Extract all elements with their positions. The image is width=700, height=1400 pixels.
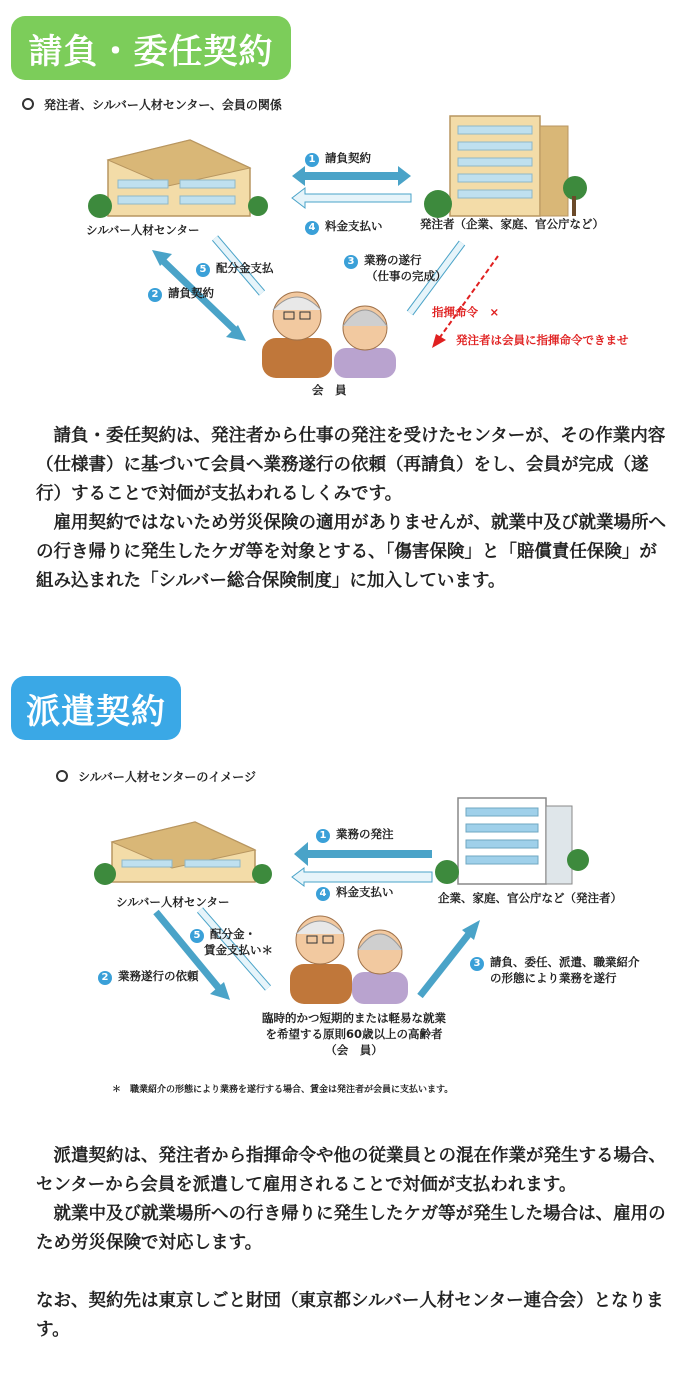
paragraph: 就業中及び就業場所への行き帰りに発生したケガ等が発生した場合は、雇用のため労災保険で対応します。 <box>36 1204 666 1253</box>
step1-label: 1 請負契約 <box>305 150 371 167</box>
section-heading-contract <box>11 16 291 80</box>
order-arrow-1 <box>294 842 432 866</box>
step3-label: 3 業務の遂行 <box>344 252 422 269</box>
step2-label: 2 業務遂行の依頼 <box>98 968 199 985</box>
step4-label: 4 料金支払い <box>316 884 394 901</box>
diagram-graphics <box>0 88 700 408</box>
paragraph: なお、契約先は東京しごと財団（東京都シルバー人材センター連合会）となります。 <box>36 1291 664 1340</box>
dispatch-diagram <box>0 760 700 1120</box>
footnote: ＊ 職業紹介の形態により業務を遂行する場合、賃金は発注者が会員に支払います。 <box>112 1085 454 1095</box>
paragraph: 派遣契約は、発注者から指揮命令や他の従業員との混在作業が発生する場合、センターから会員を派遣して雇用されることで対価が支払われます。 <box>36 1146 666 1195</box>
members-illustration <box>262 292 396 378</box>
paragraph: 雇用契約ではないため労災保険の適用がありませんが、就業中及び就業場所への行き帰りに発生したケガ等を対象とする、「傷害保険」と「賠償責任保険」が組み込まれた「シルバー総合保険制度」に加入しています。 <box>36 513 666 591</box>
diagram-graphics <box>0 760 700 1120</box>
step5-label: 5 配分金・ <box>190 926 256 943</box>
section-heading-text: 派遣契約 <box>26 691 166 732</box>
center-building-icon <box>88 140 268 218</box>
member-label: 会 員 <box>312 383 347 397</box>
contract-description <box>36 422 668 596</box>
contract-diagram <box>0 88 700 408</box>
no-command-note: 発注者は会員に指揮命令できませ <box>456 333 629 347</box>
payment-arrow-4 <box>292 188 411 208</box>
contract-arrow-1 <box>292 166 411 186</box>
section-heading-dispatch <box>11 676 181 740</box>
step3-sub-label: の形態により業務を遂行 <box>490 971 617 985</box>
center-building-icon <box>94 822 272 885</box>
step3-sub-label: （仕事の完成） <box>366 269 447 283</box>
step4-label: 4 料金支払い <box>305 218 383 235</box>
step5-label: 5 配分金支払 <box>196 260 274 277</box>
member-description: 臨時的かつ短期的または軽易な就業 を希望する原則60歳以上の高齢者 （会 員） <box>262 1011 446 1057</box>
client-building-icon <box>435 798 589 884</box>
step5-sub-label: 賃金支払い＊ <box>204 943 273 957</box>
client-building-icon <box>424 116 587 218</box>
step3-label: 3 請負、委任、派遣、職業紹介 <box>470 954 640 971</box>
paragraph: 請負・委任契約は、発注者から仕事の発注を受けたセンターが、その作業内容（仕様書）に基づいて会員へ業務遂行の依頼（再請負）をし、会員が完成（遂行）することで対価が支払われるしくみです。 <box>36 426 666 504</box>
diagram-caption: 発注者、シルバー人材センター、会員の関係 <box>22 96 282 113</box>
center-label: シルバー人材センター <box>86 223 200 237</box>
client-label: 企業、家庭、官公庁など（発注者） <box>438 891 622 905</box>
client-label: 発注者（企業、家庭、官公庁など） <box>420 217 604 231</box>
dispatch-description <box>36 1142 668 1345</box>
members-illustration <box>290 916 408 1004</box>
center-label: シルバー人材センター <box>116 895 230 909</box>
diagram-caption: シルバー人材センターのイメージ <box>56 768 256 785</box>
step2-label: 2 請負契約 <box>148 285 214 302</box>
no-command-label: 指揮命令 × <box>432 305 500 319</box>
section-heading-text: 請負・委任契約 <box>28 31 274 72</box>
step1-label: 1 業務の発注 <box>316 826 394 843</box>
